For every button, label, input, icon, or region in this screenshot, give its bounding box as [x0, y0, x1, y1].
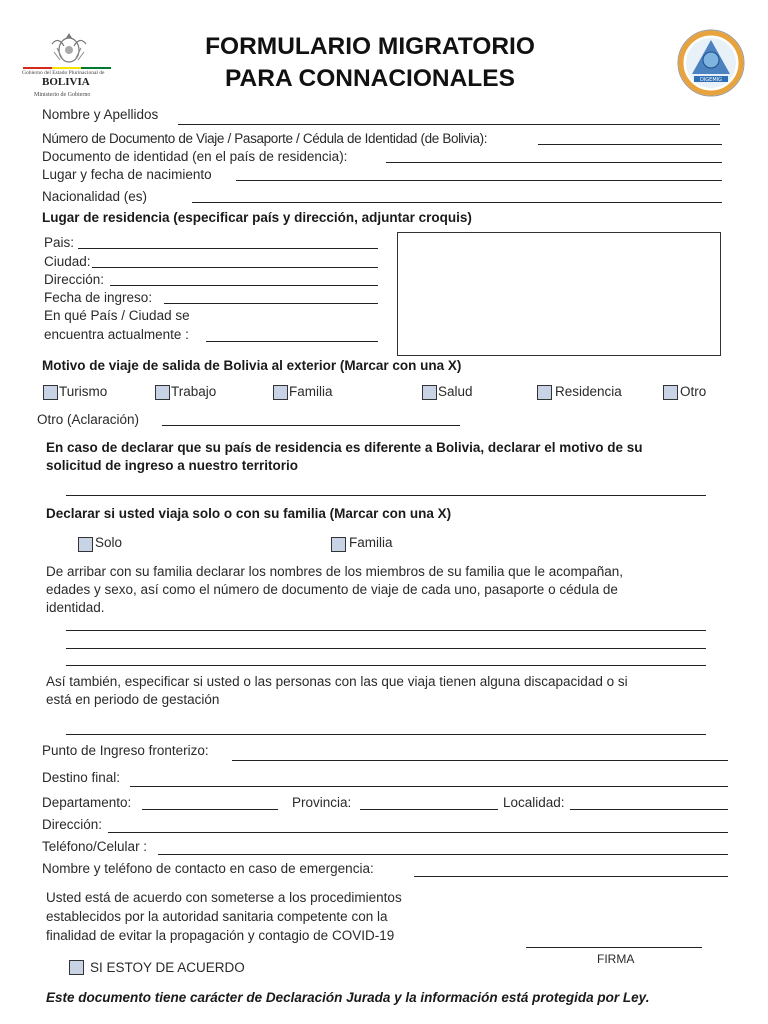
checkbox-solo[interactable]: [78, 537, 93, 552]
disability-instructions-2: está en periodo de gestación: [46, 692, 220, 707]
option-otro: Otro: [680, 384, 707, 399]
department-label: Departamento:: [42, 795, 132, 810]
entry-date-label: Fecha de ingreso:: [44, 290, 153, 305]
birth-field[interactable]: [236, 180, 722, 181]
checkbox-salud[interactable]: [422, 385, 437, 400]
family-instructions-1: De arribar con su familia declarar los nombres de los miembros de su familia que le acompañan,: [46, 564, 624, 579]
other-clarification-field[interactable]: [162, 425, 460, 426]
disability-field[interactable]: [66, 734, 706, 735]
family-members-line-2[interactable]: [66, 648, 706, 649]
option-with-family: Familia: [349, 535, 393, 550]
legal-note: Este documento tiene carácter de Declaración Jurada y la información está protegida por Ley.: [46, 990, 650, 1005]
logo-caption-country: BOLIVIA: [42, 76, 90, 88]
nationality-label: Nacionalidad (es): [42, 189, 148, 204]
checkbox-residencia[interactable]: [537, 385, 552, 400]
country-field[interactable]: [78, 248, 378, 249]
digemig-logo: [676, 28, 746, 98]
name-label: Nombre y Apellidos: [42, 107, 159, 122]
city-label: Ciudad:: [44, 254, 91, 269]
declare-reason-text-1: En caso de declarar que su país de residencia es diferente a Bolivia, declarar el motivo de su: [46, 440, 643, 455]
family-members-line-1[interactable]: [66, 630, 706, 631]
destination-address-label: Dirección:: [42, 817, 103, 832]
sketch-box[interactable]: [397, 232, 721, 356]
bolivia-coat-of-arms-icon: [48, 30, 90, 66]
locality-field[interactable]: [570, 809, 728, 810]
disability-instructions-1: Así también, especificar si usted o las personas con las que viaja tienen alguna discapacidad o si: [46, 674, 628, 689]
residence-id-field[interactable]: [386, 162, 722, 163]
city-field[interactable]: [92, 267, 378, 268]
option-solo: Solo: [95, 535, 123, 550]
current-location-label-2: encuentra actualmente :: [44, 327, 189, 342]
form-title-line1: FORMULARIO MIGRATORIO: [205, 33, 535, 60]
bolivia-logo: [20, 30, 120, 102]
consent-text-3: finalidad de evitar la propagación y contagio de COVID-19: [46, 928, 395, 943]
travel-with-heading: Declarar si usted viaja solo o con su familia (Marcar con una X): [46, 506, 452, 521]
checkbox-otro[interactable]: [663, 385, 678, 400]
emergency-contact-field[interactable]: [414, 876, 728, 877]
entry-point-field[interactable]: [232, 760, 728, 761]
locality-label: Localidad:: [503, 795, 565, 810]
entry-date-field[interactable]: [164, 303, 378, 304]
final-destination-label: Destino final:: [42, 770, 121, 785]
checkbox-agree[interactable]: [69, 960, 84, 975]
consent-text-1: Usted está de acuerdo con someterse a los procedimientos: [46, 890, 402, 905]
checkbox-turismo[interactable]: [43, 385, 58, 400]
option-turismo: Turismo: [59, 384, 108, 399]
current-location-field[interactable]: [206, 341, 378, 342]
travel-doc-field[interactable]: [538, 144, 722, 145]
logo-caption-ministry: Ministerio de Gobierno: [34, 92, 91, 98]
province-field[interactable]: [360, 809, 498, 810]
name-field[interactable]: [178, 124, 720, 125]
entry-point-label: Punto de Ingreso fronterizo:: [42, 743, 209, 758]
reason-heading: Motivo de viaje de salida de Bolivia al exterior (Marcar con una X): [42, 358, 462, 373]
agree-label: SI ESTOY DE ACUERDO: [90, 960, 245, 975]
option-familia: Familia: [289, 384, 333, 399]
digemig-emblem-icon: [676, 28, 746, 98]
address-field[interactable]: [110, 285, 378, 286]
family-members-line-3[interactable]: [66, 665, 706, 666]
checkbox-trabajo[interactable]: [155, 385, 170, 400]
signature-label: FIRMA: [597, 952, 635, 966]
phone-field[interactable]: [158, 854, 728, 855]
destination-address-field[interactable]: [108, 832, 728, 833]
checkbox-with-family[interactable]: [331, 537, 346, 552]
address-label: Dirección:: [44, 272, 105, 287]
final-destination-field[interactable]: [130, 786, 728, 787]
country-label: Pais:: [44, 235, 75, 250]
phone-label: Teléfono/Celular :: [42, 839, 148, 854]
family-instructions-2: edades y sexo, así como el número de documento de viaje de cada uno, pasaporte o cédula de: [46, 582, 618, 597]
signature-line[interactable]: [526, 947, 702, 948]
residence-id-label: Documento de identidad (en el país de residencia):: [42, 149, 348, 164]
travel-doc-label: Número de Documento de Viaje / Pasaporte / Cédula de Identidad (de Bolivia):: [42, 131, 488, 146]
province-label: Provincia:: [292, 795, 352, 810]
family-instructions-3: identidad.: [46, 600, 105, 615]
option-salud: Salud: [438, 384, 473, 399]
nationality-field[interactable]: [192, 202, 722, 203]
residence-heading: Lugar de residencia (especificar país y dirección, adjuntar croquis): [42, 210, 472, 225]
option-trabajo: Trabajo: [171, 384, 217, 399]
birth-label: Lugar y fecha de nacimiento: [42, 167, 212, 182]
checkbox-familia[interactable]: [273, 385, 288, 400]
declare-reason-text-2: solicitud de ingreso a nuestro territorio: [46, 458, 299, 473]
option-residencia: Residencia: [555, 384, 622, 399]
department-field[interactable]: [142, 809, 278, 810]
logo-caption-small: Gobierno del Estado Plurinacional de: [22, 70, 105, 76]
form-title-line2: PARA CONNACIONALES: [225, 65, 515, 92]
declare-reason-field[interactable]: [66, 495, 706, 496]
digemig-logo-label: DIGEMIG: [699, 77, 723, 83]
consent-text-2: establecidos por la autoridad sanitaria competente con la: [46, 909, 388, 924]
current-location-label-1: En qué País / Ciudad se: [44, 308, 190, 323]
emergency-contact-label: Nombre y teléfono de contacto en caso de emergencia:: [42, 861, 374, 876]
other-clarification-label: Otro (Aclaración): [37, 412, 140, 427]
